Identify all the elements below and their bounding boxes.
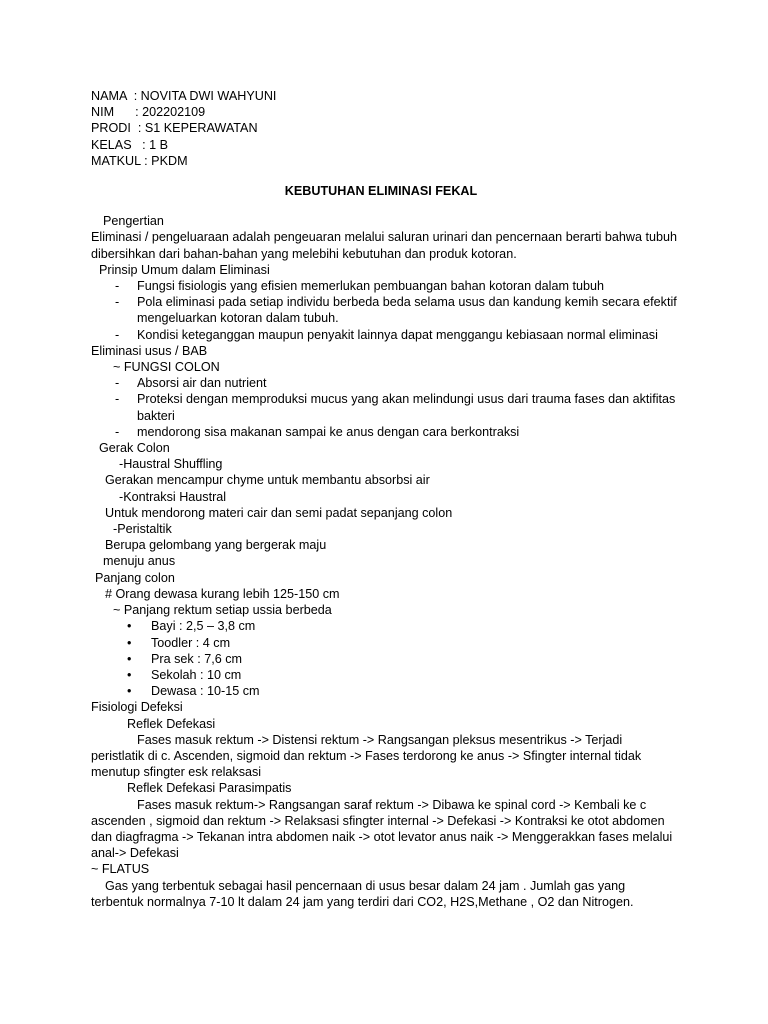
fisiologi-heading: Fisiologi Defeksi [91,700,183,715]
bullet-marker: • [127,667,132,682]
dash-marker: - [115,376,120,391]
panjang-colon-heading: Panjang colon [95,570,175,585]
header-kelas: KELAS : 1 B [91,137,169,152]
header-prodi: PRODI : S1 KEPERAWATAN [91,121,258,136]
rektum-list-item-text: Sekolah : 10 cm [151,667,242,682]
prinsip-item [91,278,681,294]
reflek-defekasi-text-first: Fases masuk rektum -> Distensi rektum -> Rangsangan pleksus mesentrikus -> Terjadi [137,732,623,747]
fungsi-colon-item-text: Proteksi dengan memproduksi mucus yang akan melindungi usus dari trauma fases dan aktifitas bakteri [137,392,676,423]
eliminasi-usus-heading: Eliminasi usus / BAB [91,343,208,358]
rektum-list-item [91,683,681,699]
rektum-list-item-text: Pra sek : 7,6 cm [151,651,242,666]
bullet-marker: • [127,684,132,699]
panjang-colon-dewasa: # Orang dewasa kurang lebih 125-150 cm [105,586,340,601]
document-body [91,88,681,910]
peristaltik-desc: menuju anus [103,554,176,569]
haustral-shuffling-desc: Gerakan mencampur chyme untuk membantu absorbsi air [105,473,430,488]
parasimpatis-text-rest: ascenden , sigmoid dan rektum -> Relaksasi sfingter internal -> Defekasi -> Kontraksi ke otot abdomen dan diagfragma -> Tekanan intra abdomen naik -> otot levator anus naik -> Menggerakkan fases melalui anal-> Defekasi [91,813,673,861]
reflek-defekasi-text-rest: peristlatik di c. Ascenden, sigmoid dan rektum -> Fases terdorong ke anus -> Sfingter internal tidak menutup sfingter esk relaksasi [91,748,642,780]
header-nim: NIM : 202202109 [91,105,206,120]
fungsi-colon-heading: ~ FUNGSI COLON [113,360,220,375]
flatus-text-rest: terbentuk normalnya 7-10 lt dalam 24 jam yang terdiri dari CO2, H2S,Methane , O2 dan Nitrogen. [91,894,634,909]
fungsi-colon-item-text: Absorsi air dan nutrient [137,376,267,391]
fungsi-colon-item [91,391,681,423]
dash-marker: - [115,424,120,439]
prinsip-item [91,327,681,343]
rektum-list-item-text: Dewasa : 10-15 cm [151,684,260,699]
flatus-heading: ~ FLATUS [91,862,150,877]
parasimpatis-text-first: Fases masuk rektum-> Rangsangan saraf rektum -> Dibawa ke spinal cord -> Kembali ke c [137,797,647,812]
fungsi-colon-item [91,424,681,440]
peristaltik-label: -Peristaltik [113,522,172,537]
prinsip-heading: Prinsip Umum dalam Eliminasi [99,262,270,277]
flatus-text-first: Gas yang terbentuk sebagai hasil pencernaan di usus besar dalam 24 jam . Jumlah gas yang [105,878,626,893]
gerak-colon-heading: Gerak Colon [99,441,170,456]
header-nama: NAMA : NOVITA DWI WAHYUNI [91,89,277,103]
rektum-list-item [91,618,681,634]
rektum-list-item [91,651,681,667]
prinsip-item-text: Fungsi fisiologis yang efisien memerlukan pembuangan bahan kotoran dalam tubuh [137,279,604,294]
panjang-rektum: ~ Panjang rektum setiap ussia berbeda [113,603,332,618]
rektum-list-item-text: Toodler : 4 cm [151,635,231,650]
dash-marker: - [115,392,120,407]
kontraksi-haustral-desc: Untuk mendorong materi cair dan semi padat sepanjang colon [105,505,453,520]
rektum-list-item [91,635,681,651]
prinsip-item-text: Pola eliminasi pada setiap individu berbeda beda selama usus dan kandung kemih secara efektif mengeluarkan kotoran dalam tubuh. [137,295,677,326]
kontraksi-haustral-label: -Kontraksi Haustral [119,489,227,504]
fungsi-colon-item-text: mendorong sisa makanan sampai ke anus dengan cara berkontraksi [137,424,520,439]
bullet-marker: • [127,619,132,634]
rektum-list-item [91,667,681,683]
peristaltik-desc: Berupa gelombang yang bergerak maju [105,538,327,553]
pengertian-heading: Pengertian [103,214,164,229]
rektum-list-item-text: Bayi : 2,5 – 3,8 cm [151,619,256,634]
bullet-marker: • [127,635,132,650]
dash-marker: - [115,295,120,310]
fungsi-colon-item [91,375,681,391]
reflek-parasimpatis-heading: Reflek Defekasi Parasimpatis [127,781,292,796]
header-matkul: MATKUL : PKDM [91,153,188,168]
pengertian-text: Eliminasi / pengeluaraan adalah pengeuaran melalui saluran urinari dan pencernaan berarti bahwa tubuh dibersihkan dari bahan-bahan yang melebihi kebutuhan dan produk kotoran. [91,230,678,261]
dash-marker: - [115,327,120,342]
prinsip-item [91,294,681,326]
prinsip-item-text: Kondisi keteganggan maupun penyakit lainnya dapat menggangu kebiasaan normal eliminasi [137,327,658,342]
bullet-marker: • [127,651,132,666]
document-title: KEBUTUHAN ELIMINASI FEKAL [284,184,478,199]
haustral-shuffling-label: -Haustral Shuffling [119,457,223,472]
dash-marker: - [115,279,120,294]
reflek-defekasi-heading: Reflek Defekasi [127,716,216,731]
